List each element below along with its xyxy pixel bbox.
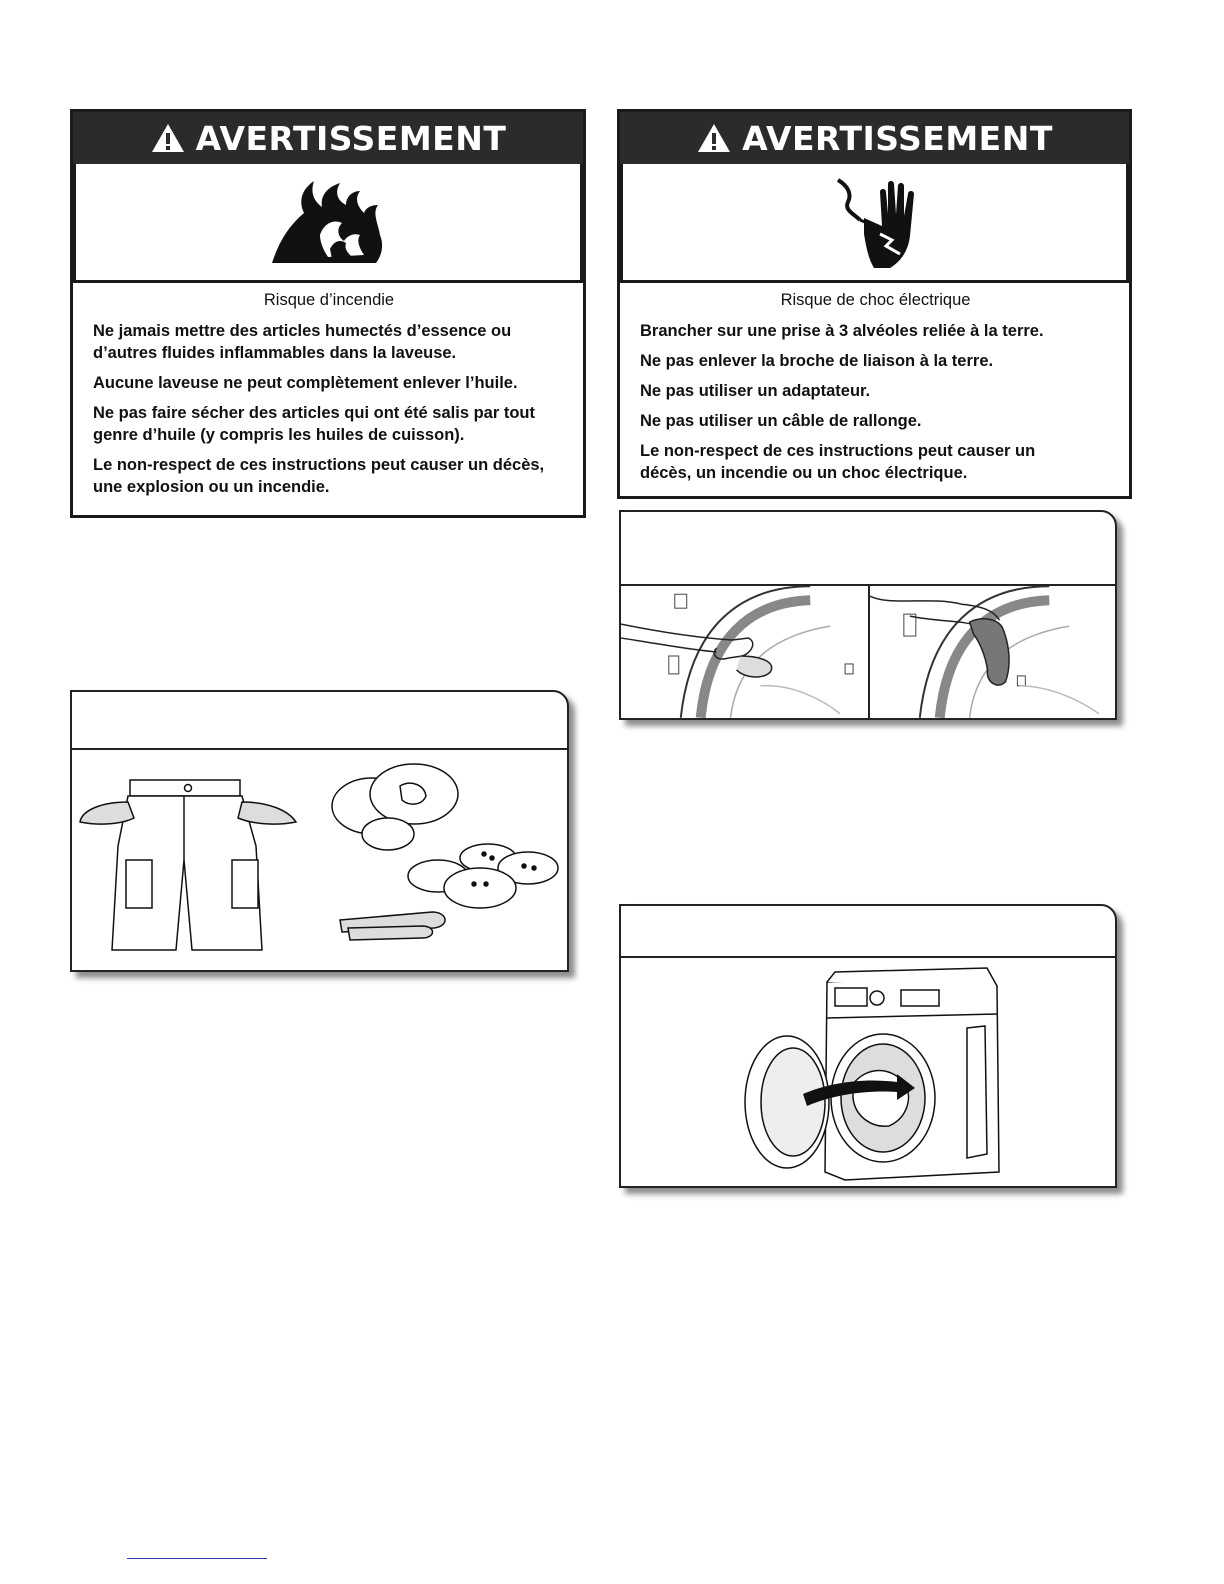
fire-warning-line: Le non-respect de ces instructions peut causer un décès, une explosion ou un incendie. — [93, 456, 545, 496]
fire-icon-row — [73, 164, 583, 283]
washer-loading-illustration — [621, 958, 1115, 1186]
shock-warning-line: Ne pas utiliser un adaptateur. — [640, 382, 871, 400]
safety-pins-icon — [340, 912, 445, 940]
gasket-cleaning-illustration-2 — [870, 586, 1115, 718]
panel-header-band — [621, 512, 1115, 586]
shock-warning-header — [620, 112, 1129, 164]
warning-triangle-icon — [696, 122, 732, 154]
shock-warning-line: Ne pas enlever la broche de liaison à la terre. — [640, 352, 994, 370]
fire-warning-line: Aucune laveuse ne peut complètement enlever l’huile. — [93, 374, 518, 392]
panel-header-band — [72, 692, 567, 750]
shock-warning-title: AVERTISSEMENT — [742, 118, 1053, 158]
footer-link-underline — [127, 1558, 267, 1559]
shock-warning-line: Ne pas utiliser un câble de rallonge. — [640, 412, 922, 430]
fire-warning-title: AVERTISSEMENT — [195, 118, 507, 158]
pants-icon — [80, 780, 296, 950]
electric-shock-icon — [830, 174, 920, 270]
panel-header-band — [621, 906, 1115, 958]
gasket-illustration-row — [621, 586, 1115, 718]
fire-warning-line: Ne jamais mettre des articles humectés d’essence ou d’autres fluides inflammables dans la laveuse. — [93, 322, 512, 362]
coins-icon — [332, 764, 458, 850]
fire-icon — [268, 179, 388, 265]
gasket-cleaning-illustration-1 — [621, 586, 870, 718]
fire-warning-box — [70, 109, 586, 518]
shock-warning-line: Brancher sur une prise à 3 alvéoles reliée à la terre. — [640, 322, 1044, 340]
warning-triangle-icon — [150, 122, 186, 154]
gasket-illustration-panel — [619, 510, 1117, 720]
fire-warning-subtitle: Risque d’incendie — [263, 291, 395, 309]
shock-warning-line: Le non-respect de ces instructions peut causer un décès, un incendie ou un choc électrique. — [640, 442, 1036, 482]
pockets-and-objects-illustration — [72, 750, 567, 968]
pockets-illustration-panel — [70, 690, 569, 972]
shock-icon-row — [620, 164, 1129, 283]
fire-warning-body — [73, 283, 583, 516]
washer-loading-panel — [619, 904, 1117, 1188]
shock-warning-body — [620, 283, 1129, 502]
shock-warning-box — [617, 109, 1132, 499]
fire-warning-header — [73, 112, 583, 164]
shock-warning-subtitle: Risque de choc électrique — [780, 291, 971, 309]
buttons-icon — [408, 844, 558, 908]
fire-warning-line: Ne pas faire sécher des articles qui ont été salis par tout genre d’huile (y compris les huiles de cuisson). — [93, 404, 535, 444]
